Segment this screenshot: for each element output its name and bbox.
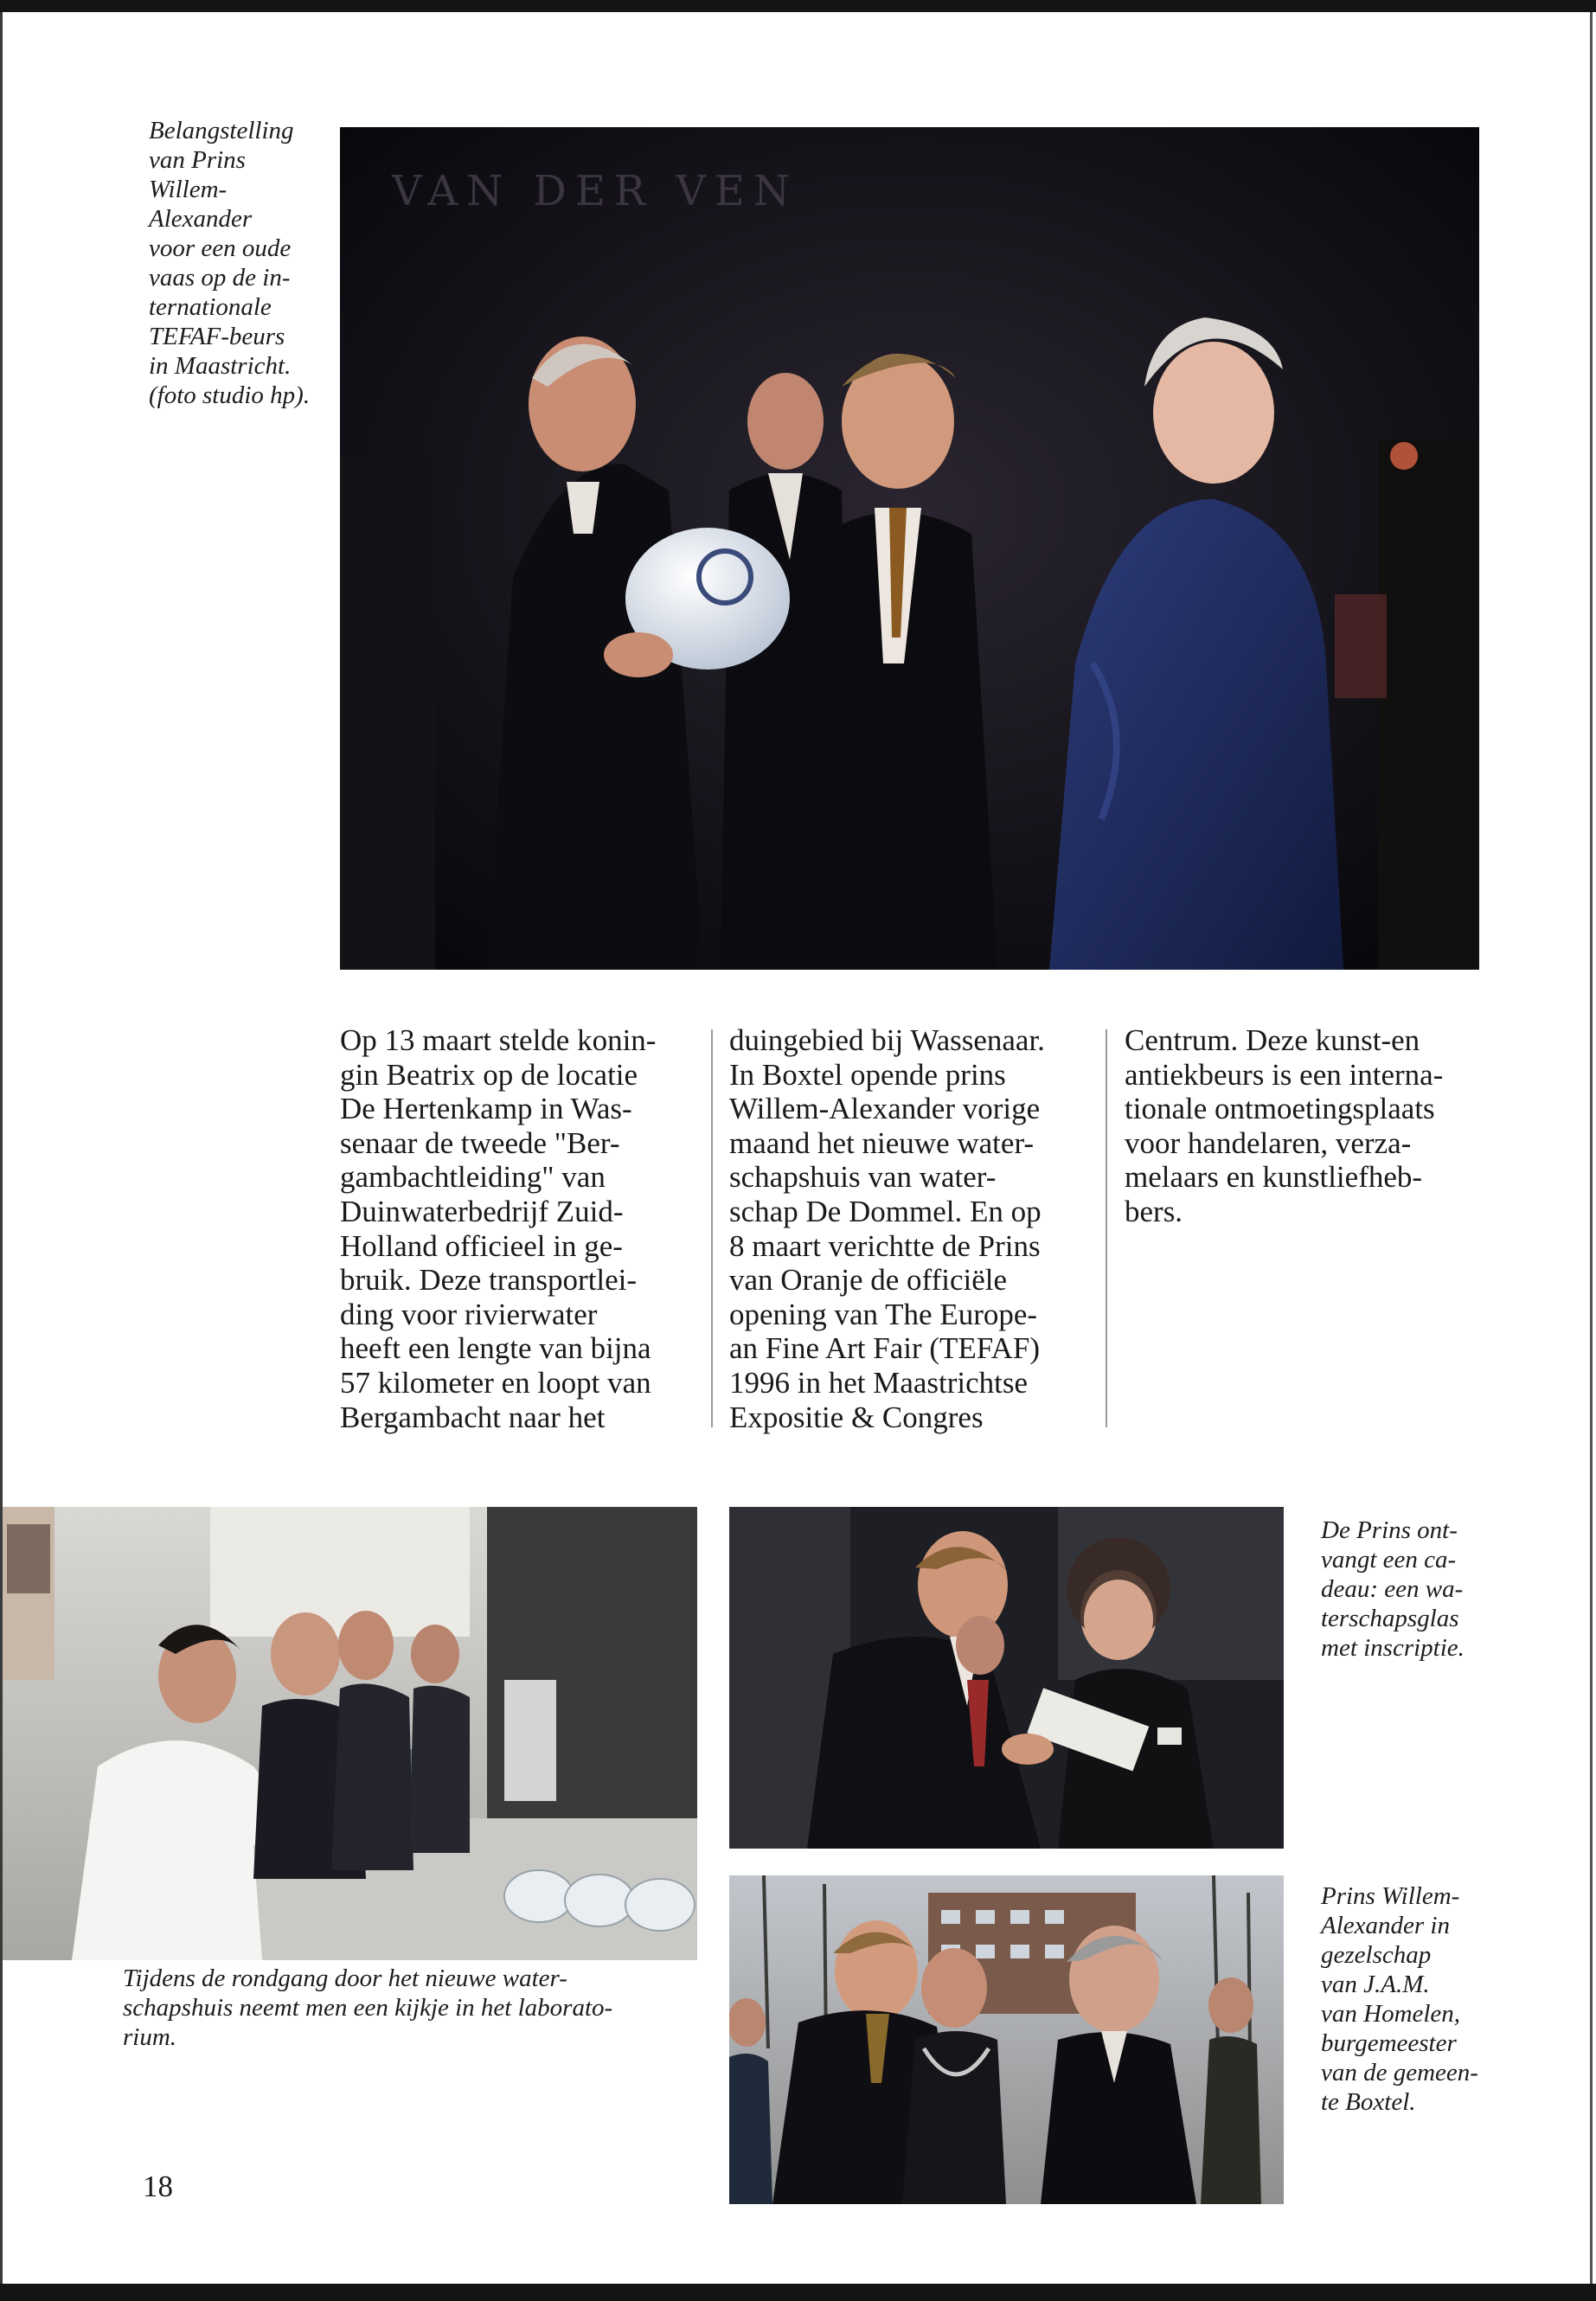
column-divider-1 [711,1029,713,1427]
bottom-border-rule [0,2284,1596,2301]
article-column-3: Centrum. Deze kunst-en antiekbeurs is een interna- tionale ontmoetingsplaats voor handelaren, verza- melaars en kunstliefheb- bers. [1125,1023,1444,1228]
article-column-1: Op 13 maart stelde konin- gin Beatrix op de locatie De Hertenkamp in Was- senaar de tweede "Ber- gambachtleiding" van Duinwaterbedrijf Zuid- Holland officieel in ge- bruik. Deze transportlei- ding voor rivierwater heeft een lengte van bijna 57 kilometer en loopt van Bergambacht naar het [340,1023,657,1434]
booth-sign-text: VAN DER VEN [392,167,798,215]
caption-mayor-boxtel: Prins Willem- Alexander in gezelschap van J.A.M. van Homelen, burgemeester van de gemeen- te Boxtel. [1321,1882,1478,2116]
column-divider-2 [1106,1029,1107,1427]
photo-mayor-boxtel [729,1875,1284,2204]
caption-tefaf-vase: Belangstelling van Prins Willem- Alexander voor een oude vaas op de in- ternationale TEFAF-beurs in Maastricht. (foto studio hp). [149,117,311,409]
photo-tefaf-vase [340,127,1479,970]
right-scan-edge [1590,12,1593,2284]
photo-gift-glass [729,1507,1284,1849]
page-number: 18 [143,2170,173,2203]
top-border-rule [0,0,1596,12]
caption-gift-glass: De Prins ont- vangt een ca- deau: een wa- terschapsglas met inscriptie. [1321,1516,1465,1662]
article-column-2: duingebied bij Wassenaar. In Boxtel opende prins Willem-Alexander vorige maand het nieuwe water- schapshuis van water- schap De Dommel. En op 8 maart verichtte de Prins van Oranje de officiële opening van The Europe- an Fine Art Fair (TEFAF) 1996 in het Maastrichtse Expositie & Congres [729,1023,1045,1434]
photo-laboratory [3,1507,697,1960]
caption-laboratory: Tijdens de rondgang door het nieuwe water- schapshuis neemt men een kijkje in het laborato- rium. [123,1965,613,2051]
